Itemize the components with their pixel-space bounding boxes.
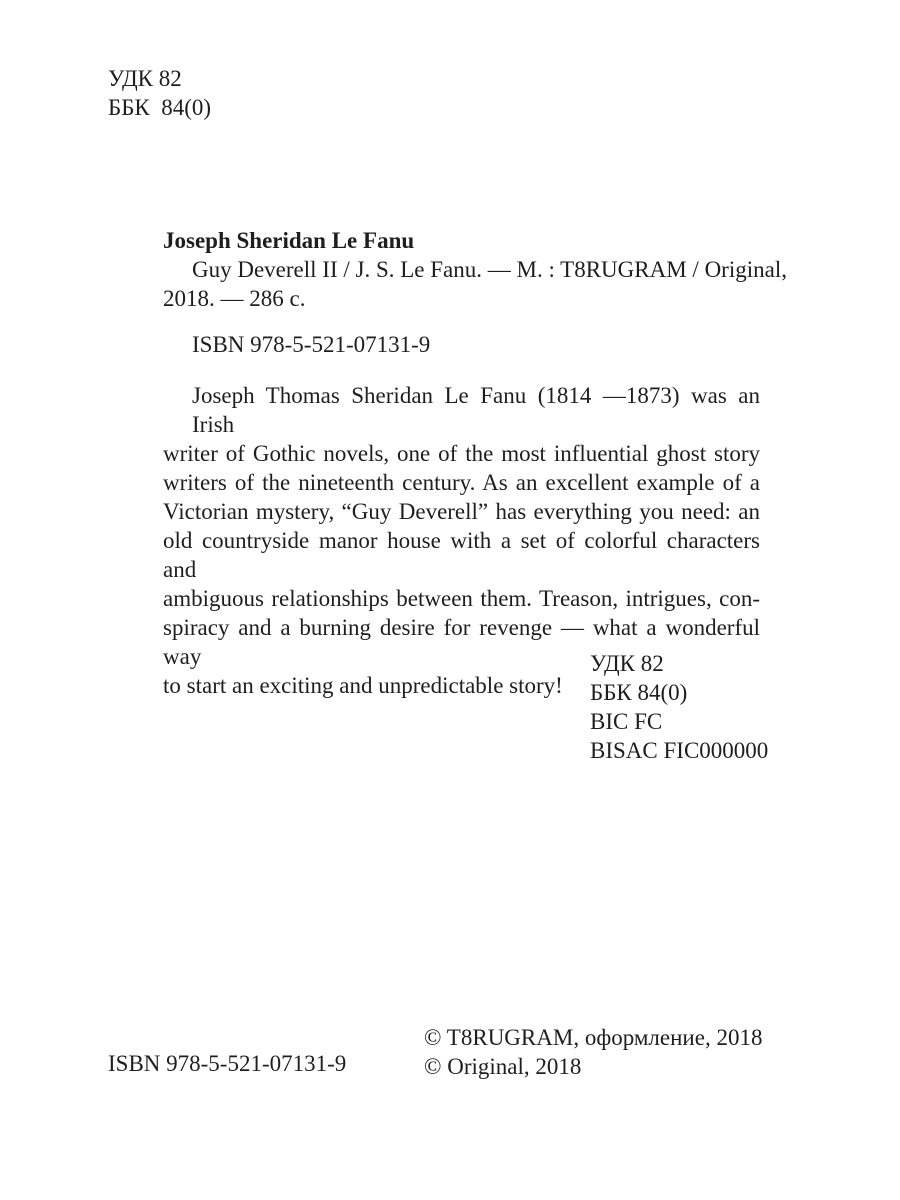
annotation-line: old countryside manor house with a set of colorful characters and (163, 528, 760, 582)
classification-codes (590, 649, 768, 765)
bibliographic-description-line-2: 2018. — 286 с. (163, 286, 306, 311)
bbk-code: ББК 84(0) (590, 680, 688, 705)
isbn-record (192, 330, 430, 359)
copyright-design: © T8RUGRAM, оформление, 2018 (424, 1025, 763, 1050)
bisac-code: BISAC FIC000000 (590, 738, 769, 763)
annotation-line: writers of the nineteenth century. As an excellent example of a (163, 470, 760, 495)
copyright-notices (424, 1023, 762, 1081)
annotation-line: Joseph Thomas Sheridan Le Fanu (1814 —1873) was an Irish (192, 383, 760, 437)
annotation-line: Victorian mystery, “Guy Deverell” has everything you need: an (163, 499, 760, 524)
annotation-line: ambiguous relationships between them. Treason, intrigues, con- (163, 586, 760, 611)
udk-code: УДК 82 (590, 651, 664, 676)
annotation-line: spiracy and a burning desire for revenge — what a wonderful way (163, 615, 760, 669)
top-classification-codes (108, 64, 211, 122)
top-udk-code: УДК 82 (108, 66, 182, 91)
copyright-original: © Original, 2018 (424, 1054, 582, 1079)
footer-isbn (108, 1049, 346, 1078)
bic-code: BIC FC (590, 709, 663, 734)
annotation-line: to start an exciting and unpredictable story! (163, 673, 563, 698)
bibliographic-description-line-1: Guy Deverell II / J. S. Le Fanu. — M. : T8RUGRAM / Original, (192, 257, 787, 282)
footer-isbn-text: ISBN 978-5-521-07131-9 (108, 1051, 347, 1076)
annotation-line: writer of Gothic novels, one of the most influential ghost story (163, 441, 760, 466)
top-bbk-code: ББК 84(0) (108, 95, 212, 120)
bibliographic-record (163, 226, 787, 313)
isbn-text: ISBN 978-5-521-07131-9 (192, 332, 431, 357)
author-name: Joseph Sheridan Le Fanu (163, 228, 415, 253)
